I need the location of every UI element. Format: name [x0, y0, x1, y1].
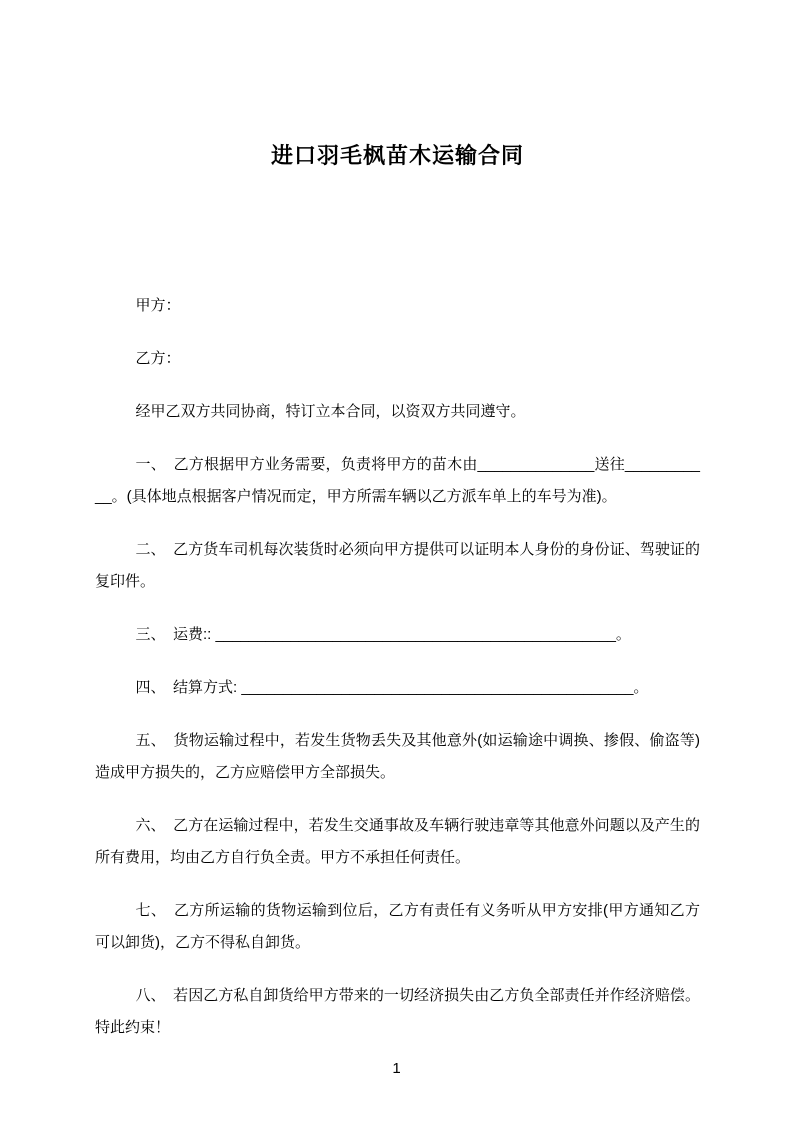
preamble-paragraph: 经甲乙双方共同协商，特订立本合同，以资双方共同遵守。 — [135, 403, 526, 420]
clause-7-unloading-rules: 七、 乙方所运输的货物运输到位后，乙方有责任有义务听从甲方安排(甲方通知乙方可以卸货)，乙方不得私自卸货。 — [95, 902, 700, 951]
document-title: 进口羽毛枫苗木运输合同 — [270, 143, 524, 168]
page-number: 1 — [392, 1060, 401, 1077]
clause-6-accident-liability: 六、 乙方在运输过程中，若发生交通事故及车辆行驶违章等其他意外问题以及产生的所有费用，均由乙方自行负全责。甲方不承担任何责任。 — [95, 817, 700, 866]
clause-2-driver-id: 二、 乙方货车司机每次装货时必须向甲方提供可以证明本人身份的身份证、驾驶证的复印件。 — [95, 541, 700, 590]
clause-8-unauthorized-unloading: 八、 若因乙方私自卸货给甲方带来的一切经济损失由乙方负全部责任并作经济赔偿。特此约束！ — [95, 987, 700, 1036]
clause-5-loss-compensation: 五、 货物运输过程中，若发生货物丢失及其他意外(如运输途中调换、掺假、偷盗等)造成甲方损失的，乙方应赔偿甲方全部损失。 — [95, 732, 700, 781]
clause-1-transport-route: 一、 乙方根据甲方业务需要，负责将甲方的苗木由______________送往___________。(具体地点根据客户情况而定，甲方所需车辆以乙方派车单上的车号为准)。 — [95, 456, 700, 505]
party-a-line: 甲方： — [135, 297, 181, 314]
clause-3-freight-fee: 三、 运费:: ________________________________________________。 — [135, 626, 631, 643]
clause-4-settlement-method: 四、 结算方式: _______________________________________________。 — [135, 679, 649, 696]
party-b-line: 乙方： — [135, 350, 181, 367]
